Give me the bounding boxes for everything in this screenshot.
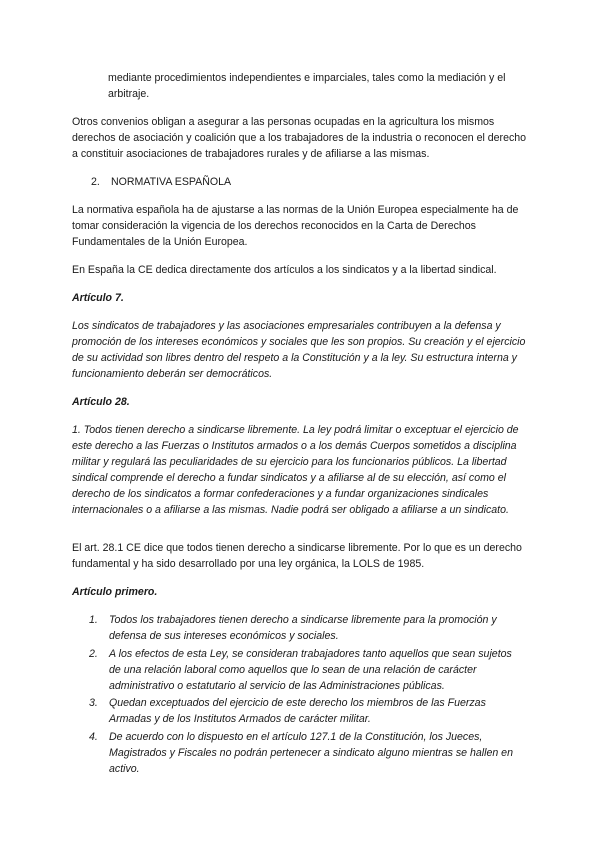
list-item [72,729,524,777]
article-28-title: Artículo 28. [72,396,130,408]
list-item [72,695,524,727]
list-item-number: 3. [89,697,98,709]
section-heading-number: 2. [91,176,100,188]
section-heading [91,174,531,190]
article-28-text: 1. Todos tienen derecho a sindicarse libremente. La ley podrá limitar o exceptuar el ejercicio de este derecho a las Fuerzas o Institutos armados o a los demás Cuerpos sometidos a disciplina militar y regulará las peculiaridades de su ejercicio para los funcionarios públicos. La libertad sindical comprende el derecho a fundar sindicatos y a afiliarse al de su elección, así como el derecho de los sindicatos a formar confederaciones y a fundar organizaciones sindicales internacionales o a afiliarse a las mismas. Nadie podrá ser obligado a afiliarse a un sindicato. [72,424,519,516]
list-item-text: Quedan exceptuados del ejercicio de este derecho los miembros de las Fuerzas Armadas y de los Institutos Armados de carácter militar. [109,697,486,725]
article-7-title: Artículo 7. [72,292,124,304]
paragraph-convenios: Otros convenios obligan a asegurar a las personas ocupadas en la agricultura los mismos derechos de asociación y coalición que a los trabajadores de la industria o reconocen el derecho a constituir asociaciones de trabajadores rurales y de afiliarse a las mismas. [72,116,527,160]
paragraph-normativa: La normativa española ha de ajustarse a las normas de la Unión Europea especialmente ha de tomar consideración la vigencia de los derechos reconocidos en la Carta de Derechos Fundamentales de la Unión Europea. [72,204,519,248]
list-item [72,646,524,694]
list-item-number: 1. [89,614,98,626]
list-item-text: A los efectos de esta Ley, se consideran trabajadores tanto aquellos que sean sujetos de una relación laboral como aquellos que lo sean de una relación de carácter administrativo o estatutario al servicio de las Administraciones públicas. [109,647,512,692]
list-item-text: Todos los trabajadores tienen derecho a sindicarse libremente para la promoción y defensa de sus intereses económicos y sociales. [109,614,497,642]
list-item [72,612,524,644]
intro-continuation: mediante procedimientos independientes e imparciales, tales como la mediación y el arbitraje. [108,72,506,100]
section-heading-title: NORMATIVA ESPAÑOLA [111,176,232,188]
list-item-number: 2. [89,647,98,660]
list-item-text: De acuerdo con lo dispuesto en el artículo 127.1 de la Constitución, los Jueces, Magistrados y Fiscales no podrán pertenecer a sindicato alguno mientras se hallen en activo. [109,730,513,775]
paragraph-ce: En España la CE dedica directamente dos artículos a los sindicatos y a la libertad sindical. [72,264,497,276]
list-item-number: 4. [89,730,98,743]
article-primero-list [72,612,524,778]
article-7-text: Los sindicatos de trabajadores y las asociaciones empresariales contribuyen a la defensa y promoción de los intereses económicos y sociales que les son propios. Su creación y el ejercicio de su actividad son libres dentro del respeto a la Constitución y a la ley. Su estructura interna y funcionamiento deberán ser democráticos. [72,320,526,380]
article-primero-title: Artículo primero. [72,586,158,598]
paragraph-lols: El art. 28.1 CE dice que todos tienen derecho a sindicarse libremente. Por lo que es un derecho fundamental y ha sido desarrollado por una ley orgánica, la LOLS de 1985. [72,542,522,570]
